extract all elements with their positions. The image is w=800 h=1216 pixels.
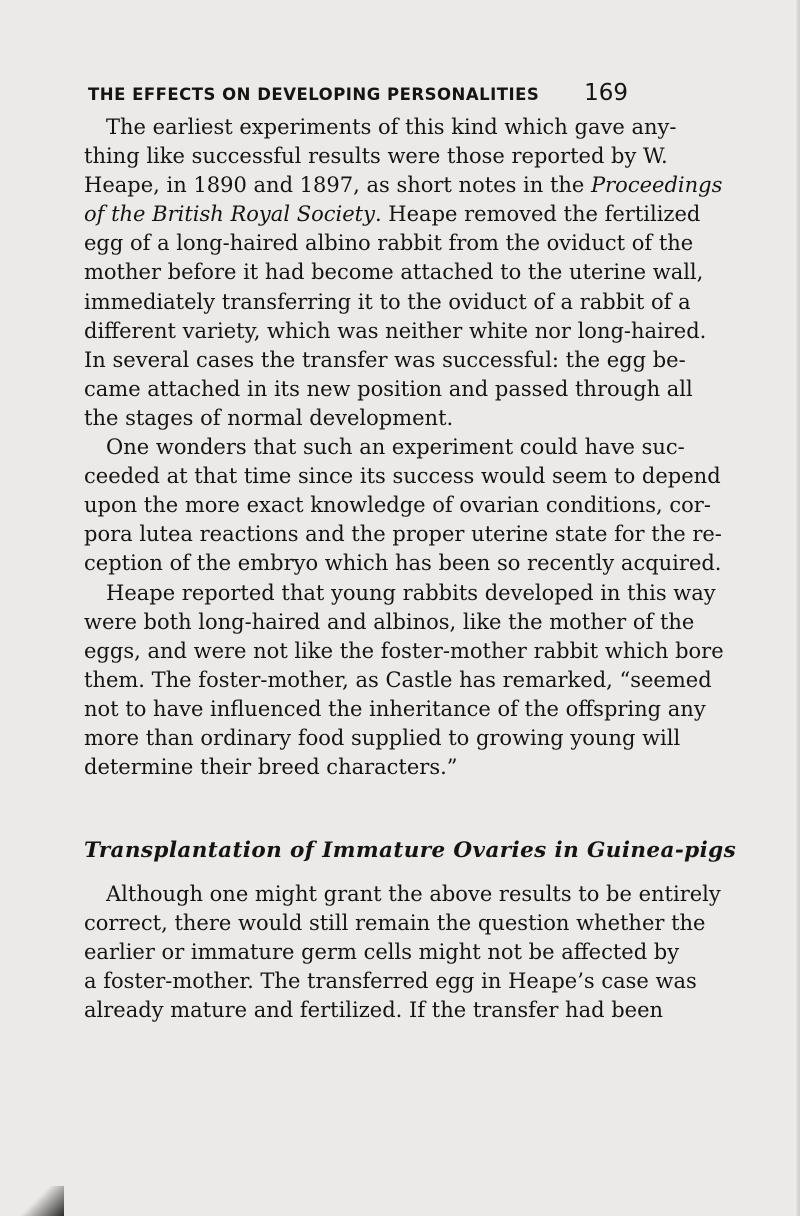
main-text xyxy=(84,113,724,782)
text-line: more than ordinary food supplied to growing young will xyxy=(84,725,681,750)
italic-title: Proceedings xyxy=(591,173,723,198)
text-line: different variety, which was neither white nor long-haired. xyxy=(84,318,707,343)
text-line: Although one might grant the above results to be entirely xyxy=(106,882,721,906)
text-line: correct, there would still remain the question whether the xyxy=(84,911,706,936)
text-line: a foster-mother. The transferred egg in Heape’s case was xyxy=(84,969,697,994)
text-line: One wonders that such an experiment could have suc- xyxy=(106,435,685,460)
text-line: determine their breed characters.” xyxy=(84,755,458,780)
italic-title: of the British Royal Society xyxy=(84,202,375,227)
scan-corner-shadow xyxy=(20,1186,64,1216)
page-number: 169 xyxy=(584,80,628,106)
text-line: Heape reported that young rabbits developed in this way xyxy=(106,580,716,605)
text-fragment: . Heape removed the fertilized xyxy=(374,202,701,227)
text-fragment: Heape, in 1890 and 1897, as short notes in the xyxy=(84,173,592,198)
section-text xyxy=(84,880,721,1025)
text-line: earlier or immature germ cells might not be affected by xyxy=(84,940,680,965)
page-edge-shadow xyxy=(796,0,800,1216)
text-line: already mature and fertilized. If the transfer had been xyxy=(84,998,664,1023)
text-line xyxy=(84,200,701,229)
text-line: them. The foster-mother, as Castle has remarked, “seemed xyxy=(84,667,712,692)
text-line: thing like successful results were those reported by W. xyxy=(84,144,668,169)
text-line: came attached in its new position and passed through all xyxy=(84,376,693,401)
text-line: immediately transferring it to the oviduct of a rabbit of a xyxy=(84,289,691,314)
text-line: the stages of normal development. xyxy=(84,405,454,430)
running-head xyxy=(88,80,628,114)
text-line: ceeded at that time since its success would seem to depend xyxy=(84,464,721,489)
text-line: not to have influenced the inheritance of the offspring any xyxy=(84,696,706,721)
text-line: In several cases the transfer was successful: the egg be- xyxy=(84,347,686,372)
text-line: pora lutea reactions and the proper uterine state for the re- xyxy=(84,522,722,547)
text-line: The earliest experiments of this kind which gave any- xyxy=(106,115,677,139)
text-line xyxy=(84,171,723,200)
text-line: ception of the embryo which has been so recently acquired. xyxy=(84,551,722,576)
section-heading: Transplantation of Immature Ovaries in Guinea-pigs xyxy=(84,838,737,863)
running-head-title: THE EFFECTS ON DEVELOPING PERSONALITIES xyxy=(88,85,540,104)
text-line: mother before it had become attached to the uterine wall, xyxy=(84,260,704,285)
text-line: eggs, and were not like the foster-mother rabbit which bore xyxy=(84,638,724,663)
text-line: egg of a long-haired albino rabbit from the oviduct of the xyxy=(84,231,694,256)
text-line: upon the more exact knowledge of ovarian conditions, cor- xyxy=(84,493,711,518)
text-line: were both long-haired and albinos, like the mother of the xyxy=(84,609,695,634)
